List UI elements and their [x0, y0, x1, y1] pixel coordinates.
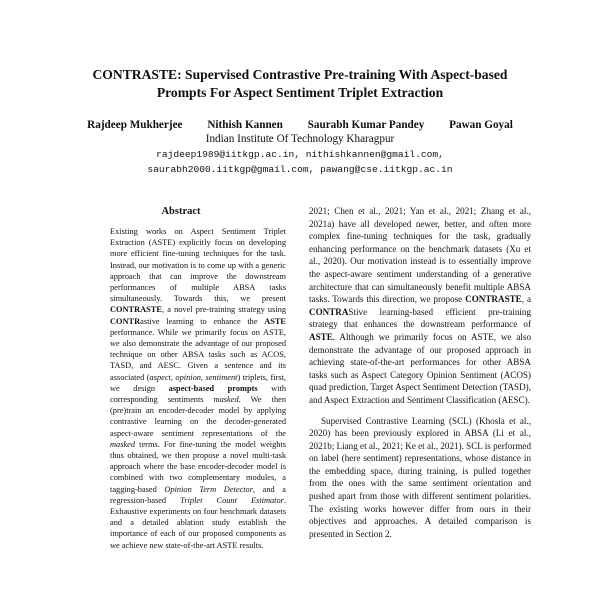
- title-line-2: Prompts For Aspect Sentiment Triplet Extraction: [156, 85, 444, 100]
- author-list: [40, 118, 560, 132]
- title-line-1: CONTRASTE: Supervised Contrastive Pre-training With Aspect-based: [92, 67, 508, 82]
- intro-paragraph-2: Supervised Contrastive Learning (SCL) (Khosla et al., 2020) has been previously explored in ABSA (Li et al., 2021b; Liang et al., 2021; Ke et al., 2021). SCL is performed on label (here sentiment) representations, whose distance in the embedding space, during training, is pulled together from the ones with the same sentiment orientation and pushed apart from those with different sentiment polarities. The existing works however differ from ours in their objectives and approaches. A detailed comparison is presented in Section 2.: [309, 415, 531, 539]
- italic-term: masked: [110, 439, 136, 449]
- bold-term: CONTRASTE: [465, 294, 522, 305]
- intro-right-column: [309, 205, 531, 540]
- author-name: Nithish Kannen: [207, 119, 283, 131]
- bold-term: aspect-based prompts: [168, 383, 258, 393]
- paper-title: [40, 66, 560, 102]
- email-line-2: saurabh2000.iitkgp@gmail.com, pawang@cse.iitkgp.ac.in: [147, 164, 453, 175]
- author-name: Pawan Goyal: [449, 119, 513, 131]
- author-emails: [40, 147, 560, 177]
- abstract-body: Existing works on Aspect Sentiment Triplet Extraction (ASTE) explicitly focus on developing more efficient fine-tuning techniques for the task. Instead, our motivation is to come up with a generic approach that can improve the downstream performances of multiple ABSA tasks simultaneously. Towards this, we present CONTRASTE, a novel pre-training strategy using CONTRastive learning to enhance the ASTE performance. While we primarily focus on ASTE, we also demonstrate the advantage of our proposed technique on other ABSA tasks such as ACOS, TASD, and AESC. Given a sentence and its associated (aspect, opinion, sentiment) triplets, first, we design aspect-based prompts with corresponding sentiments masked. We then (pre)train an encoder-decoder model by applying contrastive learning on the decoder-generated aspect-aware sentiment representations of the masked terms. For fine-tuning the model weights thus obtained, we then propose a novel multi-task approach where the base encoder-decoder model is combined with two complementary modules, a tagging-based Opinion Term Detector, and a regression-based Triplet Count Estimator. Exhaustive experiments on four benchmark datasets and a detailed ablation study establish the importance of each of our proposed components as we achieve new state-of-the-art ASTE results.: [110, 227, 287, 550]
- intro-paragraph-1: 2021; Chen et al., 2021; Yan et al., 2021; Zhang et al., 2021a) have all developed newer, better, and often more complex fine-tuning techniques for the task, gradually enhancing performance on the benchmark datasets (Xu et al., 2020). Our motivation instead is to essentially improve the aspect-aware sentiment understanding of a generative architecture that can simultaneously benefit multiple ABSA tasks. Towards this direction, we propose CONTRASTE, a CONTRAStive learning-based efficient pre-training strategy that enhances the downstream performance of ASTE. Although we primarily focus on ASTE, we also demonstrate the advantage of our proposed approach in achieving state-of-the-art performances for other ABSA tasks such as Aspect Category Opinion Sentiment (ACOS) quad prediction, Target Aspect Sentiment Detection (TASD), and Aspect Extraction and Sentiment Classification (AESC).: [309, 206, 531, 405]
- bold-term: ASTE: [264, 316, 286, 326]
- author-name: Saurabh Kumar Pandey: [307, 119, 425, 131]
- bold-term: CONTRA: [309, 306, 349, 317]
- affiliation: Indian Institute Of Technology Kharagpur: [205, 133, 395, 145]
- abstract-heading: Abstract: [161, 206, 201, 217]
- bold-term: CONTR: [110, 316, 141, 326]
- bold-term: ASTE: [309, 331, 333, 342]
- bold-term: CONTRASTE: [110, 305, 162, 315]
- email-line-1: rajdeep1989@iitkgp.ac.in, nithishkannen@gmail.com,: [156, 149, 444, 160]
- italic-term: aspect, opinion, sentiment: [149, 372, 238, 382]
- italic-term: Triplet Count Estimator: [180, 495, 284, 505]
- italic-term: masked: [213, 395, 239, 405]
- italic-term: Opinion Term Detector: [164, 484, 253, 494]
- author-name: Rajdeep Mukherjee: [87, 119, 183, 131]
